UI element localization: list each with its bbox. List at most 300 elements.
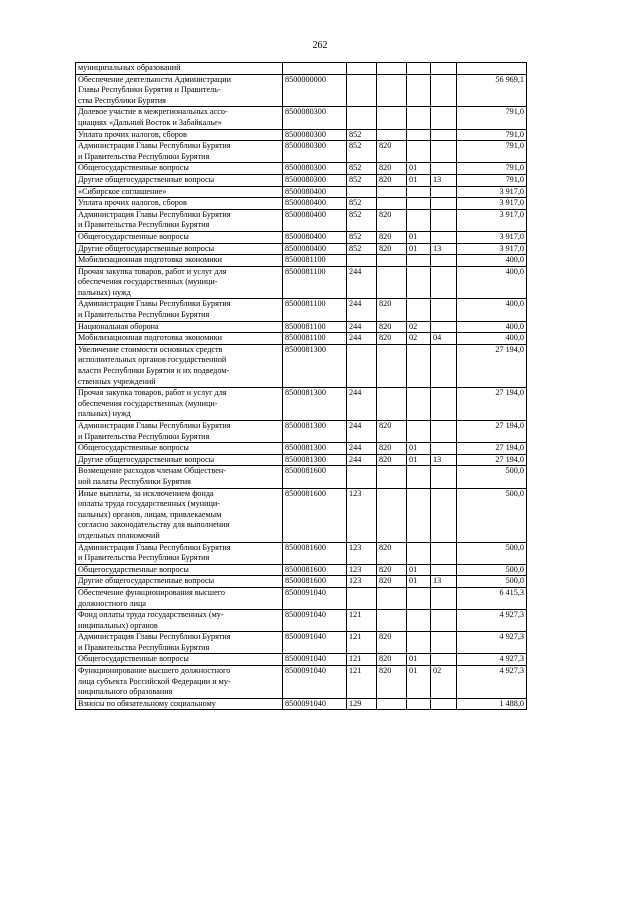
expense-type-cell: 852: [347, 163, 377, 175]
ministry-code-cell: 820: [377, 666, 407, 699]
table-row: [76, 255, 527, 267]
target-code-cell: 8500080300: [283, 174, 347, 186]
section-code-cell: [407, 266, 431, 299]
table-row: [76, 163, 527, 175]
section-code-cell: [407, 209, 431, 231]
table-row: [76, 141, 527, 163]
target-code-cell: 8500081300: [283, 454, 347, 466]
expense-type-cell: 121: [347, 666, 377, 699]
target-code-cell: 8500081300: [283, 388, 347, 421]
ministry-code-cell: 820: [377, 454, 407, 466]
ministry-code-cell: [377, 698, 407, 710]
subsection-code-cell: [431, 198, 457, 210]
table-row: [76, 698, 527, 710]
subsection-code-cell: [431, 564, 457, 576]
expense-type-cell: 121: [347, 654, 377, 666]
table-row: [76, 488, 527, 542]
expense-name-cell: [76, 421, 283, 443]
expense-type-cell: 244: [347, 388, 377, 421]
table-row: [76, 576, 527, 588]
amount-cell: 3 917,0: [457, 243, 527, 255]
target-code-cell: 8500000000: [283, 74, 347, 107]
expense-name-line: должностного лица: [78, 598, 147, 608]
page-number: 262: [312, 40, 328, 51]
ministry-code-cell: 820: [377, 174, 407, 186]
expense-type-cell: 852: [347, 231, 377, 243]
ministry-code-cell: [377, 344, 407, 387]
target-code-cell: [283, 63, 347, 75]
target-code-cell: 8500081100: [283, 266, 347, 299]
section-code-cell: [407, 587, 431, 609]
expense-type-cell: 129: [347, 698, 377, 710]
table-row: [76, 231, 527, 243]
subsection-code-cell: [431, 299, 457, 321]
expense-type-cell: 121: [347, 632, 377, 654]
expense-type-cell: 244: [347, 454, 377, 466]
expense-type-cell: [347, 186, 377, 198]
expense-name-cell: [76, 243, 283, 255]
expense-name-cell: [76, 321, 283, 333]
amount-cell: 400,0: [457, 255, 527, 267]
ministry-code-cell: 820: [377, 421, 407, 443]
subsection-code-cell: [431, 488, 457, 542]
expense-name-line: и Правительства Республики Бурятия: [78, 642, 210, 652]
ministry-code-cell: 820: [377, 299, 407, 321]
ministry-code-cell: 820: [377, 542, 407, 564]
expense-name-line: Администрация Главы Республики Бурятия: [78, 542, 231, 552]
amount-cell: 3 917,0: [457, 186, 527, 198]
amount-cell: 791,0: [457, 129, 527, 141]
expense-name-line: исполнительных органов государственной: [78, 355, 227, 365]
target-code-cell: 8500081300: [283, 443, 347, 455]
section-code-cell: 01: [407, 654, 431, 666]
expense-name-cell: [76, 107, 283, 129]
table-row: [76, 266, 527, 299]
expense-name-cell: [76, 344, 283, 387]
table-row: [76, 198, 527, 210]
expense-name-line: Взносы по обязательному социальному: [78, 698, 216, 708]
expense-type-cell: [347, 587, 377, 609]
expense-type-cell: 244: [347, 333, 377, 345]
subsection-code-cell: [431, 443, 457, 455]
table-row: [76, 654, 527, 666]
expense-type-cell: 123: [347, 542, 377, 564]
expense-type-cell: 244: [347, 421, 377, 443]
section-code-cell: [407, 542, 431, 564]
section-code-cell: [407, 198, 431, 210]
expense-name-line: и Правительства Республики Бурятия: [78, 431, 210, 441]
expense-name-cell: [76, 74, 283, 107]
section-code-cell: [407, 129, 431, 141]
expense-name-line: Администрация Главы Республики Бурятия: [78, 141, 231, 151]
table-row: [76, 666, 527, 699]
table-row: [76, 421, 527, 443]
expense-name-line: власти Республики Бурятия и их подведом-: [78, 366, 230, 376]
expense-name-cell: [76, 454, 283, 466]
expense-name-cell: [76, 198, 283, 210]
table-row: [76, 610, 527, 632]
expense-type-cell: [347, 255, 377, 267]
amount-cell: 500,0: [457, 466, 527, 488]
expense-name-cell: [76, 587, 283, 609]
subsection-code-cell: [431, 74, 457, 107]
section-code-cell: [407, 388, 431, 421]
subsection-code-cell: [431, 107, 457, 129]
target-code-cell: 8500080400: [283, 186, 347, 198]
expense-name-line: Прочая закупка товаров, работ и услуг для: [78, 266, 227, 276]
target-code-cell: 8500081300: [283, 344, 347, 387]
expense-name-cell: [76, 209, 283, 231]
amount-cell: 27 194,0: [457, 443, 527, 455]
expense-type-cell: 852: [347, 141, 377, 163]
target-code-cell: 8500091040: [283, 654, 347, 666]
ministry-code-cell: 820: [377, 576, 407, 588]
expense-name-cell: [76, 654, 283, 666]
amount-cell: 400,0: [457, 333, 527, 345]
target-code-cell: 8500081300: [283, 421, 347, 443]
amount-cell: 500,0: [457, 488, 527, 542]
expense-type-cell: 852: [347, 174, 377, 186]
expense-name-cell: [76, 488, 283, 542]
amount-cell: 791,0: [457, 107, 527, 129]
table-row: [76, 63, 527, 75]
expense-name-line: Мобилизационная подготовка экономики: [78, 255, 223, 265]
ministry-code-cell: [377, 107, 407, 129]
table-row: [76, 632, 527, 654]
expense-type-cell: 852: [347, 209, 377, 231]
expense-name-line: Долевое участие в межрегиональных ассо-: [78, 107, 228, 117]
subsection-code-cell: [431, 421, 457, 443]
target-code-cell: 8500081100: [283, 333, 347, 345]
target-code-cell: 8500081600: [283, 488, 347, 542]
section-code-cell: 01: [407, 174, 431, 186]
subsection-code-cell: [431, 587, 457, 609]
expense-name-line: Уплата прочих налогов, сборов: [78, 198, 187, 208]
expense-name-line: Общегосударственные вопросы: [78, 564, 189, 574]
expense-type-cell: 121: [347, 610, 377, 632]
expense-name-line: циациях «Дальний Восток и Забайкалье»: [78, 117, 222, 127]
subsection-code-cell: [431, 698, 457, 710]
ministry-code-cell: 820: [377, 333, 407, 345]
amount-cell: 400,0: [457, 299, 527, 321]
expense-name-line: Обеспечение деятельности Администрации: [78, 74, 231, 84]
expense-name-line: Администрация Главы Республики Бурятия: [78, 421, 231, 430]
section-code-cell: [407, 141, 431, 163]
expense-name-cell: [76, 163, 283, 175]
table-row: [76, 107, 527, 129]
ministry-code-cell: 820: [377, 321, 407, 333]
ministry-code-cell: [377, 74, 407, 107]
subsection-code-cell: [431, 388, 457, 421]
expense-name-line: Общегосударственные вопросы: [78, 231, 189, 241]
expense-name-line: Администрация Главы Республики Бурятия: [78, 209, 231, 219]
ministry-code-cell: [377, 610, 407, 632]
expense-name-cell: [76, 443, 283, 455]
ministry-code-cell: [377, 186, 407, 198]
target-code-cell: 8500080300: [283, 107, 347, 129]
amount-cell: 500,0: [457, 576, 527, 588]
table-row: [76, 129, 527, 141]
section-code-cell: 01: [407, 666, 431, 699]
expense-name-line: Иные выплаты, за исключением фонда: [78, 488, 214, 498]
section-code-cell: [407, 421, 431, 443]
expense-type-cell: 244: [347, 266, 377, 299]
table-row: [76, 243, 527, 255]
expense-name-line: Обеспечение функционирования высшего: [78, 587, 225, 597]
ministry-code-cell: [377, 129, 407, 141]
expense-name-line: Администрация Главы Республики Бурятия: [78, 632, 231, 642]
table-row: [76, 186, 527, 198]
target-code-cell: 8500091040: [283, 632, 347, 654]
expense-name-line: ной палаты Республики Бурятия: [78, 476, 191, 486]
expense-name-line: Фонд оплаты труда государственных (му-: [78, 610, 224, 620]
expense-type-cell: 852: [347, 243, 377, 255]
expense-name-line: Прочая закупка товаров, работ и услуг для: [78, 388, 227, 398]
ministry-code-cell: 820: [377, 209, 407, 231]
target-code-cell: 8500091040: [283, 610, 347, 632]
table-row: [76, 443, 527, 455]
expense-name-line: Национальная оборона: [78, 321, 159, 331]
expense-name-cell: [76, 564, 283, 576]
subsection-code-cell: 13: [431, 243, 457, 255]
expense-name-line: и Правительства Республики Бурятия: [78, 310, 210, 320]
section-code-cell: 01: [407, 231, 431, 243]
expense-type-cell: [347, 107, 377, 129]
amount-cell: 1 488,0: [457, 698, 527, 710]
budget-table: [75, 62, 527, 710]
ministry-code-cell: 820: [377, 231, 407, 243]
table-row: [76, 333, 527, 345]
expense-name-line: пальных) органов, лицам, привлекаемым: [78, 509, 222, 519]
target-code-cell: 8500081100: [283, 299, 347, 321]
expense-name-cell: [76, 666, 283, 699]
section-code-cell: [407, 74, 431, 107]
amount-cell: 4 927,3: [457, 632, 527, 654]
section-code-cell: [407, 488, 431, 542]
expense-name-line: и Правительства Республики Бурятия: [78, 553, 210, 563]
target-code-cell: 8500080300: [283, 129, 347, 141]
expense-name-cell: [76, 231, 283, 243]
amount-cell: 4 927,3: [457, 666, 527, 699]
expense-name-line: Функционирование высшего должностного: [78, 666, 231, 676]
budget-table-body: [76, 63, 527, 710]
expense-name-line: ственных учреждений: [78, 376, 156, 386]
table-row: [76, 454, 527, 466]
expense-name-cell: [76, 610, 283, 632]
expense-type-cell: 244: [347, 443, 377, 455]
section-code-cell: 02: [407, 333, 431, 345]
target-code-cell: 8500081600: [283, 466, 347, 488]
expense-name-cell: [76, 542, 283, 564]
table-row: [76, 388, 527, 421]
expense-name-line: оплаты труда государственных (муници-: [78, 499, 220, 509]
expense-name-line: и Правительства Республики Бурятия: [78, 220, 210, 230]
amount-cell: 791,0: [457, 174, 527, 186]
subsection-code-cell: [431, 255, 457, 267]
expense-name-line: ниципальных) органов: [78, 620, 158, 630]
target-code-cell: 8500081600: [283, 564, 347, 576]
section-code-cell: [407, 466, 431, 488]
table-row: [76, 587, 527, 609]
subsection-code-cell: [431, 129, 457, 141]
expense-name-cell: [76, 388, 283, 421]
table-row: [76, 321, 527, 333]
target-code-cell: 8500091040: [283, 587, 347, 609]
expense-name-line: Другие общегосударственные вопросы: [78, 243, 215, 253]
expense-name-cell: [76, 141, 283, 163]
expense-name-line: Главы Республики Бурятия и Правитель-: [78, 85, 221, 95]
expense-type-cell: [347, 344, 377, 387]
expense-name-line: муниципальных образований: [78, 63, 181, 72]
amount-cell: 500,0: [457, 542, 527, 564]
expense-name-cell: [76, 63, 283, 75]
expense-name-line: согласно законодательству для выполнения: [78, 520, 230, 530]
section-code-cell: [407, 299, 431, 321]
amount-cell: 3 917,0: [457, 209, 527, 231]
expense-name-line: Администрация Главы Республики Бурятия: [78, 299, 231, 309]
expense-name-cell: [76, 632, 283, 654]
expense-name-cell: [76, 129, 283, 141]
expense-type-cell: 123: [347, 488, 377, 542]
target-code-cell: 8500091040: [283, 666, 347, 699]
target-code-cell: 8500081100: [283, 255, 347, 267]
section-code-cell: 02: [407, 321, 431, 333]
subsection-code-cell: [431, 163, 457, 175]
amount-cell: 27 194,0: [457, 421, 527, 443]
amount-cell: 3 917,0: [457, 198, 527, 210]
expense-name-line: ства Республики Бурятия: [78, 95, 166, 105]
expense-name-cell: [76, 174, 283, 186]
subsection-code-cell: [431, 344, 457, 387]
amount-cell: 3 917,0: [457, 231, 527, 243]
expense-name-line: Общегосударственные вопросы: [78, 443, 189, 453]
target-code-cell: 8500080400: [283, 198, 347, 210]
ministry-code-cell: [377, 587, 407, 609]
subsection-code-cell: [431, 466, 457, 488]
subsection-code-cell: [431, 231, 457, 243]
expense-name-line: Уплата прочих налогов, сборов: [78, 129, 187, 139]
subsection-code-cell: [431, 209, 457, 231]
table-row: [76, 174, 527, 186]
ministry-code-cell: [377, 466, 407, 488]
amount-cell: 400,0: [457, 266, 527, 299]
amount-cell: 27 194,0: [457, 388, 527, 421]
section-code-cell: [407, 344, 431, 387]
subsection-code-cell: [431, 654, 457, 666]
amount-cell: 400,0: [457, 321, 527, 333]
expense-name-line: обеспечения государственных (муници-: [78, 398, 218, 408]
ministry-code-cell: [377, 266, 407, 299]
amount-cell: 56 969,1: [457, 74, 527, 107]
target-code-cell: 8500091040: [283, 698, 347, 710]
target-code-cell: 8500080300: [283, 141, 347, 163]
ministry-code-cell: [377, 255, 407, 267]
subsection-code-cell: [431, 610, 457, 632]
expense-name-cell: [76, 255, 283, 267]
table-row: [76, 299, 527, 321]
expense-name-line: лица субъекта Российской Федерации и му-: [78, 676, 231, 686]
subsection-code-cell: [431, 186, 457, 198]
amount-cell: 27 194,0: [457, 344, 527, 387]
section-code-cell: [407, 186, 431, 198]
ministry-code-cell: [377, 63, 407, 75]
ministry-code-cell: 820: [377, 632, 407, 654]
section-code-cell: 01: [407, 564, 431, 576]
expense-name-cell: [76, 266, 283, 299]
subsection-code-cell: [431, 266, 457, 299]
expense-type-cell: [347, 63, 377, 75]
expense-name-cell: [76, 466, 283, 488]
subsection-code-cell: 04: [431, 333, 457, 345]
section-code-cell: [407, 107, 431, 129]
amount-cell: 27 194,0: [457, 454, 527, 466]
amount-cell: 4 927,3: [457, 610, 527, 632]
table-row: [76, 542, 527, 564]
ministry-code-cell: 820: [377, 141, 407, 163]
section-code-cell: [407, 610, 431, 632]
ministry-code-cell: 820: [377, 243, 407, 255]
expense-name-cell: [76, 333, 283, 345]
expense-name-cell: [76, 186, 283, 198]
expense-name-line: пальных) нужд: [78, 287, 131, 297]
table-row: [76, 209, 527, 231]
expense-type-cell: [347, 74, 377, 107]
expense-name-line: «Сибирское соглашение»: [78, 186, 167, 196]
target-code-cell: 8500080400: [283, 243, 347, 255]
expense-type-cell: 244: [347, 321, 377, 333]
subsection-code-cell: [431, 542, 457, 564]
subsection-code-cell: 02: [431, 666, 457, 699]
expense-name-line: Другие общегосударственные вопросы: [78, 576, 215, 586]
ministry-code-cell: 820: [377, 163, 407, 175]
expense-name-line: Другие общегосударственные вопросы: [78, 454, 215, 464]
expense-type-cell: 852: [347, 129, 377, 141]
expense-name-cell: [76, 576, 283, 588]
ministry-code-cell: 820: [377, 443, 407, 455]
ministry-code-cell: [377, 488, 407, 542]
subsection-code-cell: 13: [431, 576, 457, 588]
subsection-code-cell: [431, 321, 457, 333]
section-code-cell: 01: [407, 454, 431, 466]
section-code-cell: [407, 255, 431, 267]
section-code-cell: 01: [407, 243, 431, 255]
expense-type-cell: 123: [347, 564, 377, 576]
expense-type-cell: [347, 466, 377, 488]
expense-name-line: пальных) нужд: [78, 409, 131, 419]
expense-type-cell: 244: [347, 299, 377, 321]
ministry-code-cell: 820: [377, 564, 407, 576]
section-code-cell: [407, 632, 431, 654]
expense-name-line: Возмещение расходов членам Обществен-: [78, 466, 227, 476]
subsection-code-cell: 13: [431, 174, 457, 186]
target-code-cell: 8500081600: [283, 576, 347, 588]
expense-name-line: ниципального образования: [78, 687, 173, 697]
target-code-cell: 8500080400: [283, 231, 347, 243]
expense-name-line: Мобилизационная подготовка экономики: [78, 333, 223, 343]
amount-cell: [457, 63, 527, 75]
target-code-cell: 8500081100: [283, 321, 347, 333]
table-row: [76, 344, 527, 387]
amount-cell: 791,0: [457, 163, 527, 175]
amount-cell: 791,0: [457, 141, 527, 163]
expense-name-line: обеспечения государственных (муници-: [78, 277, 218, 287]
subsection-code-cell: [431, 63, 457, 75]
expense-type-cell: 123: [347, 576, 377, 588]
expense-name-cell: [76, 299, 283, 321]
expense-name-line: Другие общегосударственные вопросы: [78, 174, 215, 184]
expense-name-line: Общегосударственные вопросы: [78, 163, 189, 173]
section-code-cell: 01: [407, 163, 431, 175]
